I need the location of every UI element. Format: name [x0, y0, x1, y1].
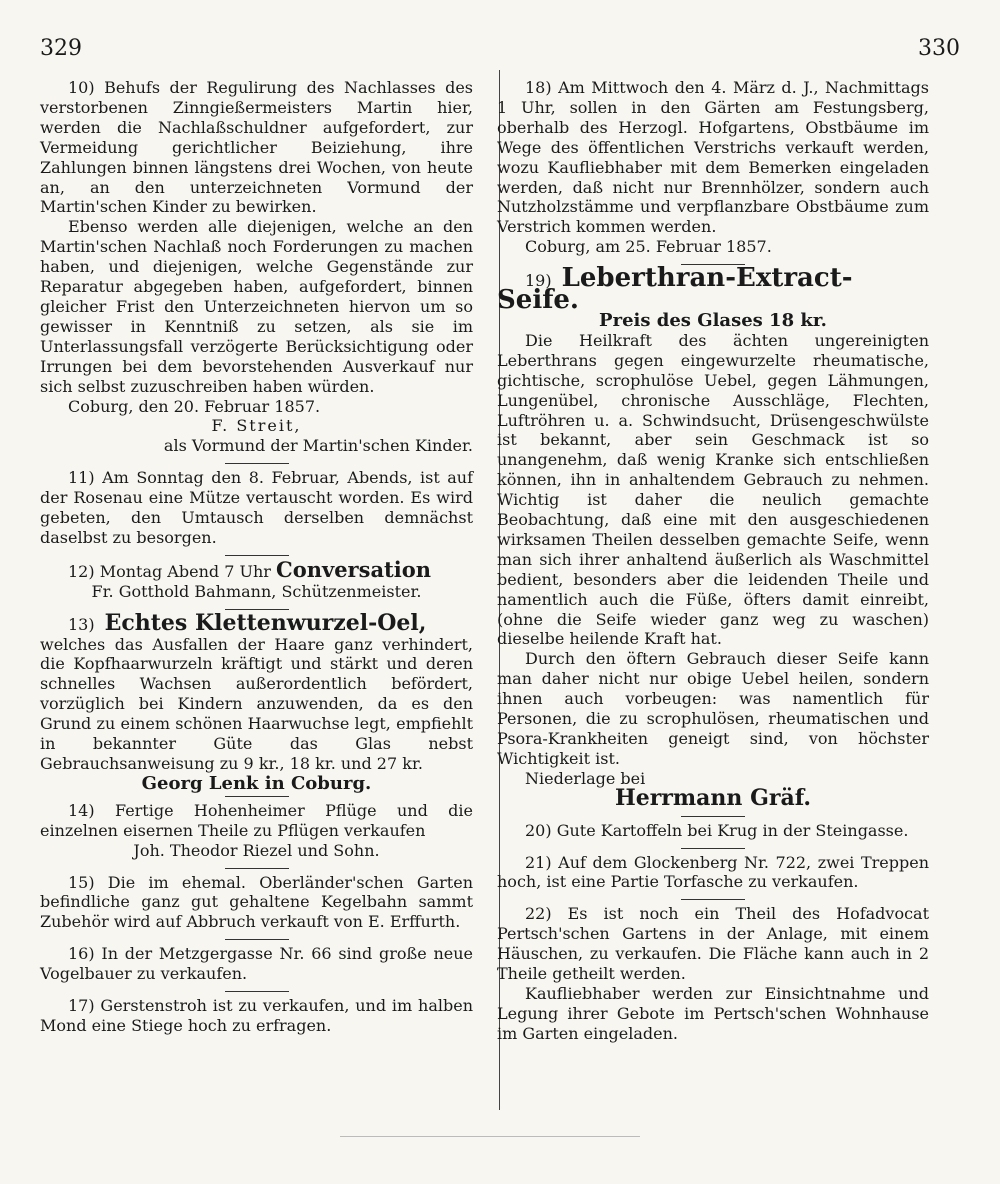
notice-19-text-2: Durch den öftern Gebrauch dieser Seife kann man daher nicht nur obige Uebel heilen, sondern ihnen auch vorbeugen: was namentlich für Personen, die zu scrophulösen, rheumatischen und Psora-Krankheiten geneigt sind, von höchster Wichtigkeit ist. — [497, 649, 929, 768]
right-column — [497, 78, 929, 1044]
notice-13-signer: Georg Lenk in Coburg. — [141, 772, 372, 794]
notice-14-text: 14) Fertige Hohenheimer Pflüge und die einzelnen eisernen Theile zu Pflügen verkaufen — [40, 800, 473, 840]
separator — [681, 899, 745, 900]
notice-10-text: 10) Behufs der Regulirung des Nachlasses des verstorbenen Zinngießermeisters Martin hier, werden die Nachlaßschuldner aufgefordert, zur Vermeidung gerichtlicher Beiziehung, ihre Zahlungen binnen längstens drei Wochen, von heute an, an den unterzeichneten Vormund der Martin'schen Kinder zu bewirken. — [40, 78, 473, 217]
separator — [225, 555, 289, 556]
notice-12-title: Conversation — [276, 556, 431, 582]
page-number-left: 329 — [40, 36, 82, 61]
notice-21-text: 21) Auf dem Glockenberg Nr. 722, zwei Treppen hoch, ist eine Partie Torfasche zu verkaufen. — [497, 852, 929, 892]
notice-19-number: 19) — [525, 271, 552, 291]
notice-12-label: 12) Montag Abend 7 Uhr — [68, 561, 271, 581]
notice-14-signer: Joh. Theodor Riezel und Sohn. — [133, 840, 380, 860]
left-column — [40, 78, 473, 1036]
notice-17-text: 17) Gerstenstroh ist zu verkaufen, und im halben Mond eine Stiege hoch zu erfragen. — [40, 996, 473, 1035]
notice-22-text-2: Kaufliebhaber werden zur Einsichtnahme und Legung ihrer Gebote im Pertsch'schen Wohnhause im Garten eingeladen. — [497, 983, 929, 1043]
notice-19-signer: Herrmann Gräf. — [614, 784, 812, 811]
notice-19-price: Preis des Glases 18 kr. — [599, 309, 827, 331]
notice-20-text: 20) Gute Kartoffeln bei Krug in der Steingasse. — [525, 820, 909, 840]
notice-18-text: 18) Am Mittwoch den 4. März d. J., Nachmittags 1 Uhr, sollen in den Gärten am Festungsberg, oberhalb des Herzogl. Hofgartens, Obstbäume im Wege des öffentlichen Verstrichs verkauft werden, wozu Kaufliebhaber mit dem Bemerken eingeladen werden, daß nicht nur Brennhölzer, sondern auch Nutzholzstämme und verpflanzbare Obstbäume zum Verstrich kommen werden. — [497, 78, 929, 237]
bottom-rule — [340, 1136, 640, 1137]
notice-19-depot: Niederlage bei — [525, 768, 646, 788]
notice-13-heading — [40, 609, 473, 636]
page-number-right: 330 — [918, 36, 960, 61]
separator — [681, 848, 745, 849]
notice-12-text — [40, 556, 473, 582]
notice-19-heading — [497, 263, 929, 316]
notice-19-text: Die Heilkraft des ächten ungereinigten Leberthrans gegen eingewurzelte rheumatische, gichtische, scrophulöse Uebel, gegen Lähmungen, Lungenübel, chronische Ausschläge, Flechten, Luftröhren u. a. Schwindsucht, Drüsengeschwülste ist bekannt, aber sein Geschmack ist so unangenehm, daß wenig Kranke sich entschließen können, ihn in anhaltendem Gebrauch zu nehmen. Wichtig ist daher die neulich gemachte Beobachtung, daß eine mit den ausgeschiedenen wirksamen Theilen desselben gemachte Seife, wenn man sich ihrer anhaltend äußerlich als Waschmittel bedient, besonders aber die leidenden Theile und namentlich auch die Füße, öfters damit einreibt, (ohne die Seife wieder ganz weg zu waschen) dieselbe heilende Kraft hat. — [497, 330, 929, 649]
notice-10-date: Coburg, den 20. Februar 1857. — [68, 396, 321, 416]
notice-19-title: Leberthran-Extract-Seife. — [497, 263, 853, 316]
separator — [225, 939, 289, 940]
notice-22-text: 22) Es ist noch ein Theil des Hofadvocat Pertsch'schen Gartens in der Anlage, mit einem Häuschen, zu verkaufen. Die Fläche kann auch in 2 Theile getheilt werden. — [497, 904, 929, 984]
notice-16-text: 16) In der Metzgergasse Nr. 66 sind große neue Vogelbauer zu verkaufen. — [40, 944, 473, 984]
notice-10-role: als Vormund der Martin'schen Kinder. — [163, 436, 473, 456]
notice-13-title: Echtes Klettenwurzel-Oel, — [104, 609, 427, 636]
notice-13-number: 13) — [68, 614, 95, 634]
notice-18-date: Coburg, am 25. Februar 1857. — [525, 237, 772, 257]
notice-13-text: welches das Ausfallen der Haare ganz verhindert, die Kopfhaarwurzeln kräftigt und stärkt und deren schnelles Wachsen außerordentlich befördert, vorzüglich bei Kindern anzuwenden, da es den Grund zu einem schönen Haarwuchse legt, empfiehlt in bekannter Güte das Glas nebst Gebrauchsanweisung zu 9 kr., 18 kr. und 27 kr. — [40, 634, 473, 773]
separator — [681, 816, 745, 817]
notice-10-signer: F. Streit, — [211, 416, 302, 436]
notice-15-text: 15) Die im ehemal. Oberländer'schen Garten befindliche ganz gut gehaltene Kegelbahn sammt Zubehör wird auf Abbruch verkauft von E. Erffurth. — [40, 872, 473, 932]
notice-12-signer: Fr. Gotthold Bahmann, Schützenmeister. — [91, 581, 422, 601]
separator — [225, 991, 289, 992]
separator — [225, 796, 289, 797]
notice-11-text: 11) Am Sonntag den 8. Februar, Abends, ist auf der Rosenau eine Mütze vertauscht worden. Es wird gebeten, den Umtausch derselben demnächst daselbst zu besorgen. — [40, 468, 473, 547]
notice-10-text-2: Ebenso werden alle diejenigen, welche an den Martin'schen Nachlaß noch Forderungen zu machen haben, und diejenigen, welche Gegenstände zur Reparatur abgegeben haben, aufgefordert, binnen gleicher Frist den Unterzeichneten hiervon um so gewisser in Kenntniß zu setzen, als sie im Unterlassungsfall verzögerte Berücksichtigung oder Irrungen bei dem bevorstehenden Ausverkauf nur sich selbst zuzuschreiben haben würden. — [40, 217, 473, 396]
separator — [225, 463, 289, 464]
separator — [225, 868, 289, 869]
